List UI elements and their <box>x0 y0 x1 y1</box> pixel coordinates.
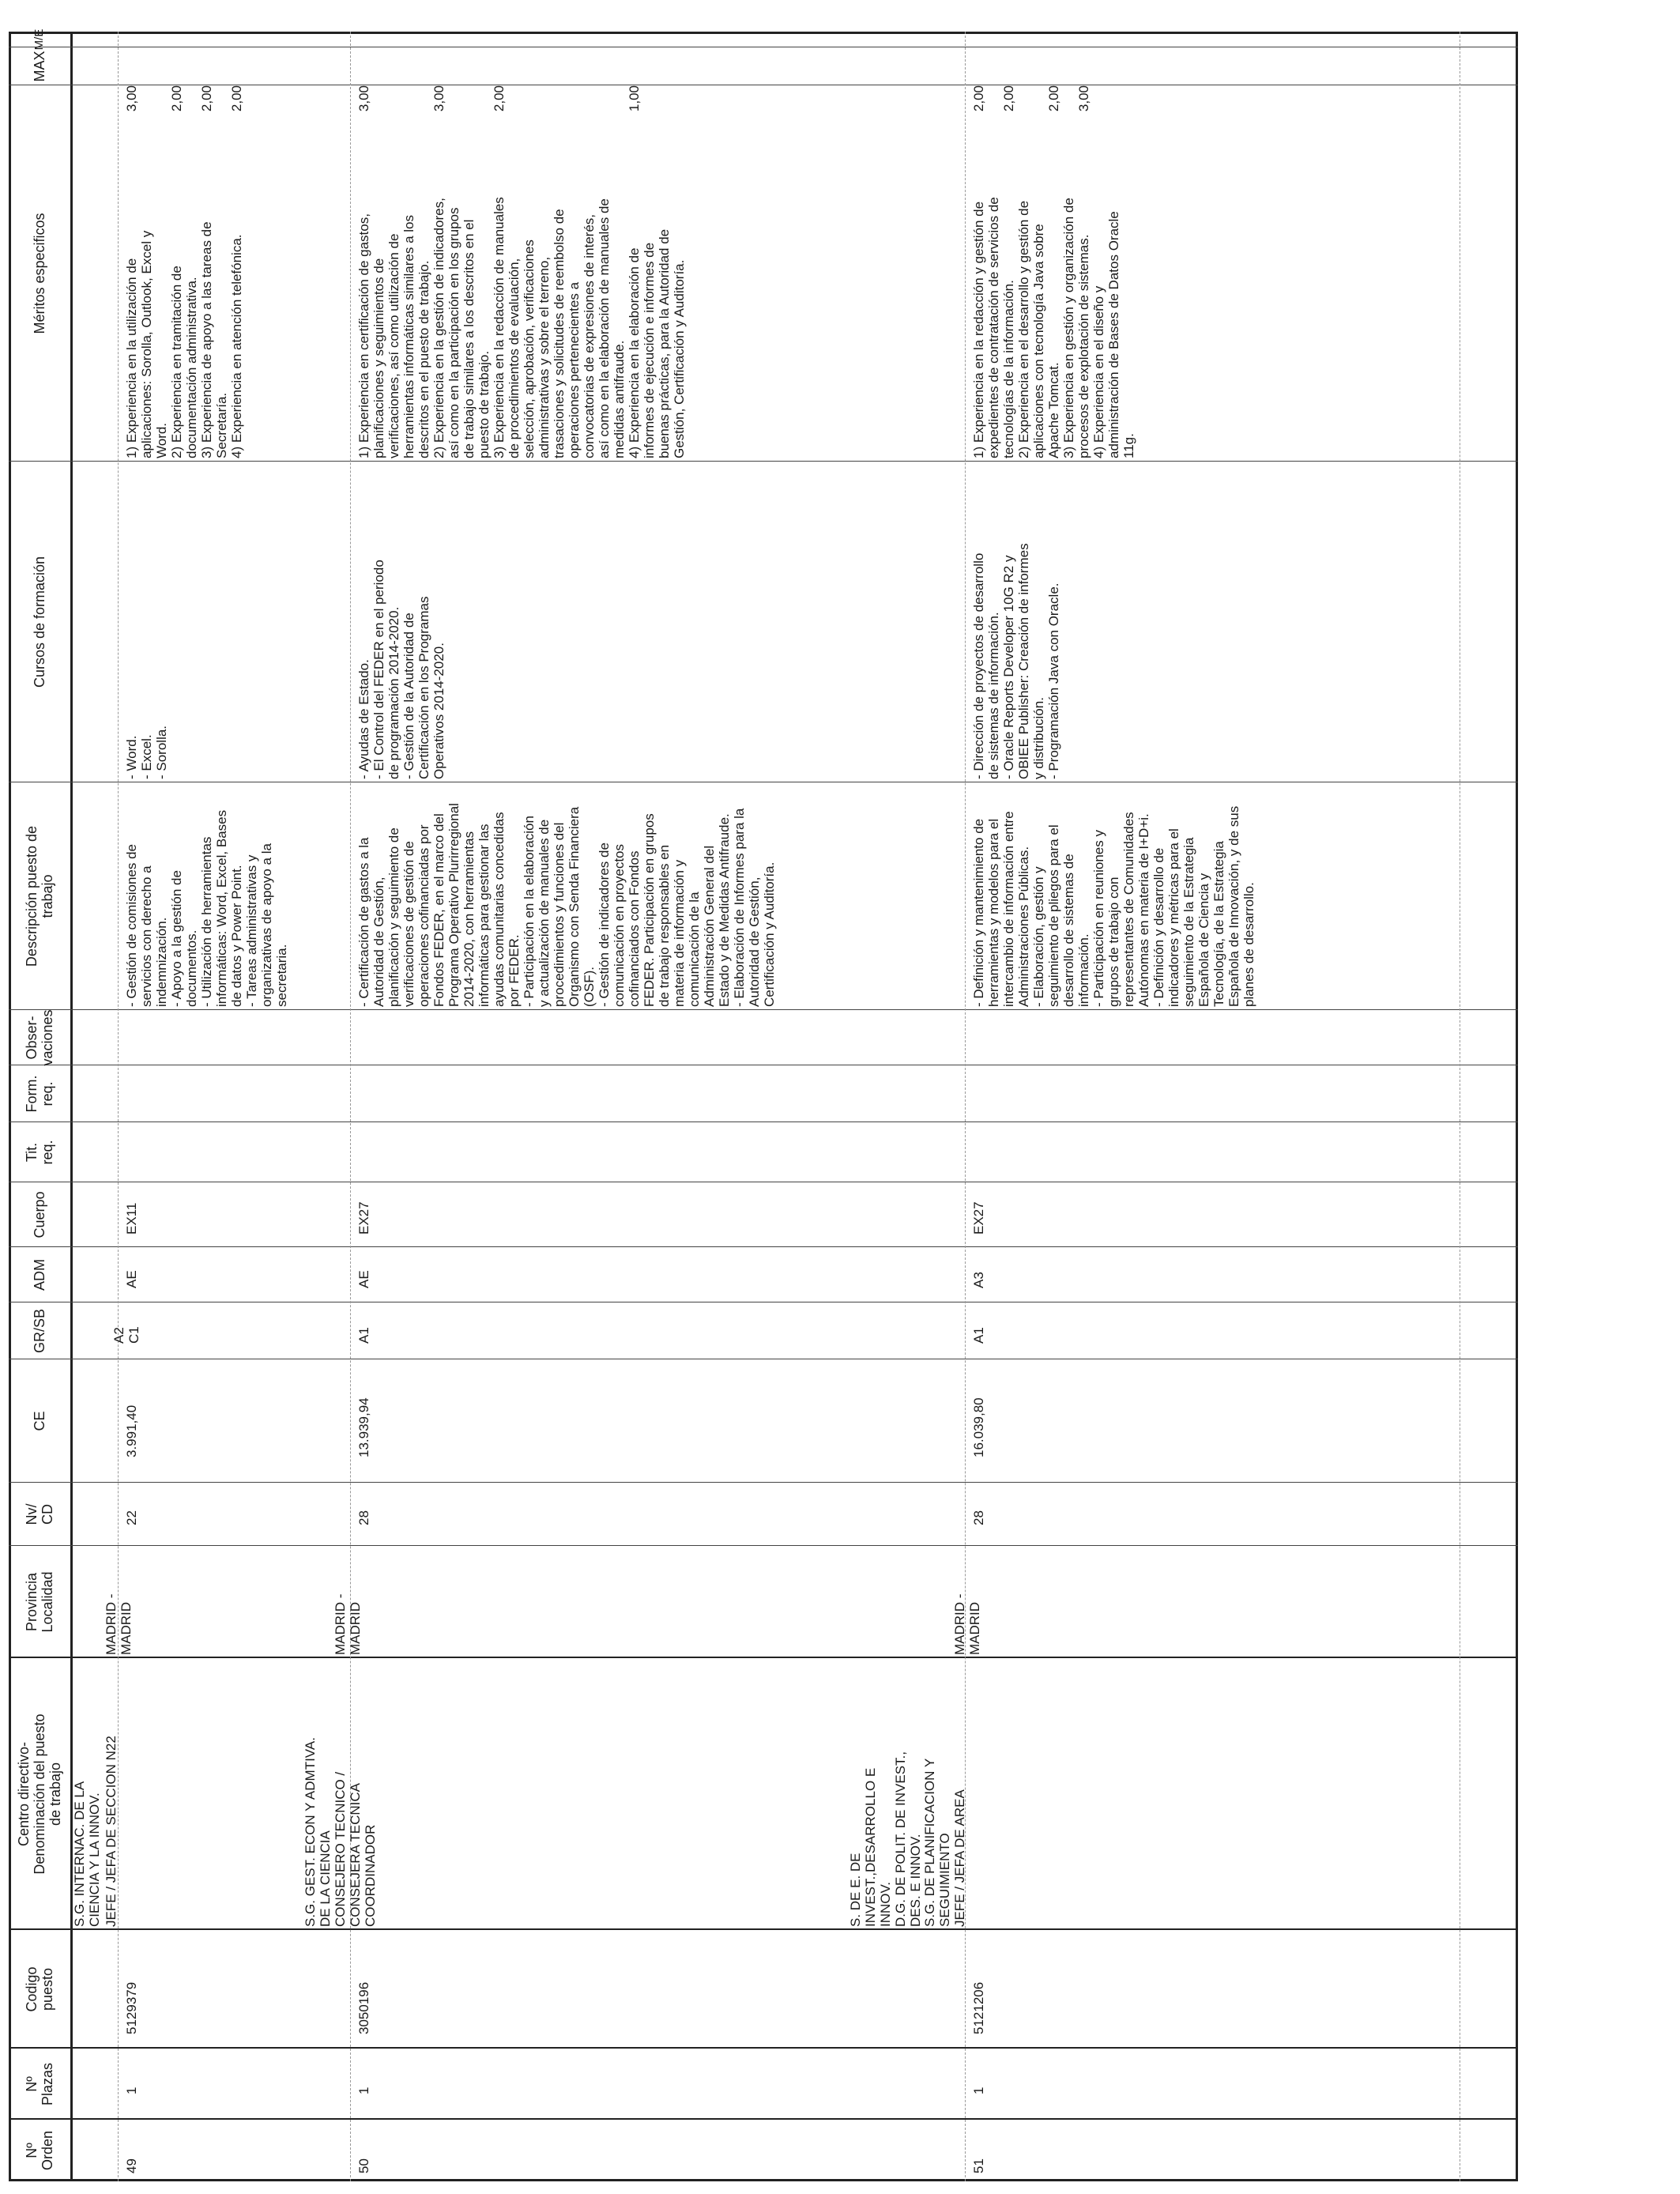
col-divider <box>9 1482 1518 1483</box>
grsb-cell: A1 <box>971 1327 986 1344</box>
cuerpo-cell: EX27 <box>971 1201 986 1235</box>
ce-cell: 16.039,80 <box>971 1397 986 1457</box>
nivel-cell: 22 <box>124 1510 139 1525</box>
orden-cell: 50 <box>356 2158 371 2173</box>
col-divider <box>9 1545 1518 1546</box>
descripcion-cell: - Certificación de gastos a la Autoridad de Gestión, planificación y seguimiento de verificaciones de gestión de operaciones cofinanciadas por Fondos FEDER, en el marco del Programa Operativo Plurirregional 2014-2020, con herramientas informáticas para gestionar las ayudas comunitarias concedidas por FEDER. - Participación en la elaboración y actualización de manuales de procedimientos y funciones del Organismo con Senda Financiera (OSF). - Gestión de indicadores de comunicación en proyectos cofinanciados con Fondos FEDER. Participación en grupos de trabajo responsables en materia de información y comunicación de la Administración General del Estado y de Medidas Antifraude. - Elaboración de Informes para la Autoridad de Gestión, Certificación y Auditoría. <box>356 803 777 1007</box>
max-cell: 3,00 2,00 2,00 2,00 <box>124 85 244 112</box>
puesto-cell: JEFE / JEFA DE AREA <box>952 1789 967 1927</box>
codigo-cell: 5129379 <box>124 1981 139 2034</box>
adm-cell: A3 <box>971 1272 986 1288</box>
cuerpo-cell: EX11 <box>124 1202 139 1235</box>
col-divider <box>9 1928 1518 1930</box>
meritos-cell: 1) Experiencia en certificación de gastos, planificaciones y seguimientos de verificaciones, así como utilización de herramientas informáticas similares a los descritos en el puesto de trabajo. 2) Experiencia en la gestión de indicadores, así como en la participación en los grupos de trabajo similares a los descritos en el puesto de trabajo. 3) Experiencia en la redacción de manuales de procedimientos de evaluación, selección, aprobación, verificaciones administrativas y sobre el terreno, trasaciones y solicitudes de reembolso de operaciones pertenecientes a convocatorias de expresiones de interés, así como en la elaboración de manuales de medidas antifraude. 4) Experiencia en la elaboración de informes de ejecución e informes de buenas prácticas, para la Autoridad de Gestión, Certificación y Auditoría. <box>356 197 687 458</box>
max-cell: 3,00 3,00 2,00 1,00 <box>356 85 642 112</box>
header-tit: Tit. req. <box>24 1140 55 1165</box>
provincia-cell: MADRID - MADRID <box>952 1593 982 1655</box>
max-cell: 2,00 2,00 2,00 3,00 <box>971 85 1091 112</box>
grsb-cell: A2 C1 <box>111 1326 141 1344</box>
cuerpo-cell: EX27 <box>356 1201 371 1235</box>
header-meritos: Méritos especificos <box>32 213 47 334</box>
header-plazas: Nº Plazas <box>24 2062 55 2106</box>
adm-cell: AE <box>124 1270 139 1288</box>
nivel-cell: 28 <box>971 1510 986 1525</box>
header-form: Form. req. <box>24 1075 55 1113</box>
header-adm: ADM <box>32 1259 47 1291</box>
cursos-cell: - Word. - Excel. - Sorolla. <box>124 725 169 779</box>
header-cursos: Cursos de formación <box>32 556 47 688</box>
puesto-cell: JEFE / JEFA DE SECCION N22 <box>104 1736 119 1927</box>
unit-label: S.G. GEST. ECON Y ADMTIVA. DE LA CIENCIA <box>303 1737 333 1927</box>
orden-cell: 51 <box>971 2158 986 2173</box>
grsb-cell: A1 <box>356 1327 371 1344</box>
header-centro: Centro directivo- Denominación del puesto de trabajo <box>16 1713 63 1875</box>
descripcion-cell: - Gestión de comisiones de servicios con derecho a indemnización. - Apoyo a la gestión de documentos. - Utilización de herramientas informáticas: Word, Excel, Bases de datos y Power Point. - Tareas administrativas y organizativas de apoyo a la secretaria. <box>124 809 289 1007</box>
unit-label: S.G. DE PLANIFICACION Y SEGUIMIENTO <box>922 1758 952 1927</box>
col-divider <box>9 2047 1518 2049</box>
col-divider <box>9 461 1518 462</box>
plazas-cell: 1 <box>356 2087 371 2094</box>
header-descripcion: Descripción puesto de trabajo <box>24 825 55 967</box>
unit-label: S. DE E. DE INVEST.,DESARROLLO E INNOV. D.G. DE POLIT. DE INVEST., DES. E INNOV. <box>848 1751 923 1927</box>
header-codigo: Codigo puesto <box>24 1966 55 2012</box>
header-me: M/E <box>32 28 46 51</box>
header-observaciones: Obser- vaciones <box>24 1009 55 1066</box>
header-orden: Nº Orden <box>24 2130 55 2171</box>
nivel-cell: 28 <box>356 1510 371 1525</box>
header-max: MAX <box>32 51 47 82</box>
col-divider <box>9 1657 1518 1658</box>
cursos-cell: - Ayudas de Estado. - El Control del FEDER en el periodo de programación 2014-2020. - Gestión de la Autoridad de Certificación en los Programas Operativos 2014-2020. <box>356 560 446 779</box>
plazas-cell: 1 <box>971 2087 986 2094</box>
meritos-cell: 1) Experiencia en la redacción y gestión de expedientes de contratación de servicios de tecnologías de la información. 2) Experiencia en el desarrollo y gestión de aplicaciones con tecnología Java sobre Apache Tomcat. 3) Experiencia en gestión y organización de procesos de explotación de sistemas. 4) Experiencia en el diseño y administración de Bases de Datos Oracle 11g. <box>971 197 1136 458</box>
cursos-cell: - Dirección de proyectos de desarrollo de sistemas de información. - Oracle Reports Developer 10G R2 y OBIEE Publisher: Creación de informes y distribución. - Programación Java con Oracle. <box>971 543 1061 779</box>
codigo-cell: 5121206 <box>971 1981 986 2034</box>
unit-label: S.G. INTERNAC. DE LA CIENCIA Y LA INNOV. <box>72 1781 102 1927</box>
header-ce: CE <box>32 1411 47 1431</box>
ce-cell: 3.991,40 <box>124 1404 139 1457</box>
plazas-cell: 1 <box>124 2087 139 2094</box>
meritos-cell: 1) Experiencia en la utilización de aplicaciones: Sorolla, Outlook, Excel y Word. 2) Experiencia en tramitación de documentación administrativa. 3) Experiencia de apoyo a las tareas de Secretaría. 4) Experiencia en atención telefónica. <box>124 221 244 458</box>
provincia-cell: MADRID - MADRID <box>104 1593 134 1655</box>
col-divider <box>9 1246 1518 1247</box>
provincia-cell: MADRID - MADRID <box>333 1593 363 1655</box>
puesto-cell: CONSEJERO TECNICO / CONSEJERA TECNICA COORDINADOR <box>333 1771 378 1927</box>
header-nivel: Nv/ CD <box>24 1503 55 1525</box>
col-divider <box>9 2118 1518 2120</box>
descripcion-cell: - Definición y mantenimiento de herramientas y modelos para el intercambio de información entre Administraciones Públicas. - Elaboración, gestión y seguimiento de pliegos para el desarrollo de sistemas de información. - Participación en reuniones y grupos de trabajo con representantes de Comunidades Autónomas en materia de I+D+i. - Definición y desarrollo de indicadores y métricas para el seguimiento de la Estrategia Española de Ciencia y Tecnología, de la Estrategia Española de Innovación, y de sus planes de desarrollo. <box>971 805 1256 1007</box>
orden-cell: 49 <box>124 2158 139 2173</box>
header-cuerpo: Cuerpo <box>32 1191 47 1238</box>
ce-cell: 13.939,94 <box>356 1397 371 1457</box>
header-provincia: Provincia Localidad <box>24 1571 55 1633</box>
adm-cell: AE <box>356 1270 371 1288</box>
rotated-table <box>9 28 1518 2181</box>
header-grsb: GR/SB <box>32 1309 47 1354</box>
col-divider <box>9 1009 1518 1010</box>
codigo-cell: 3050196 <box>356 1981 371 2034</box>
